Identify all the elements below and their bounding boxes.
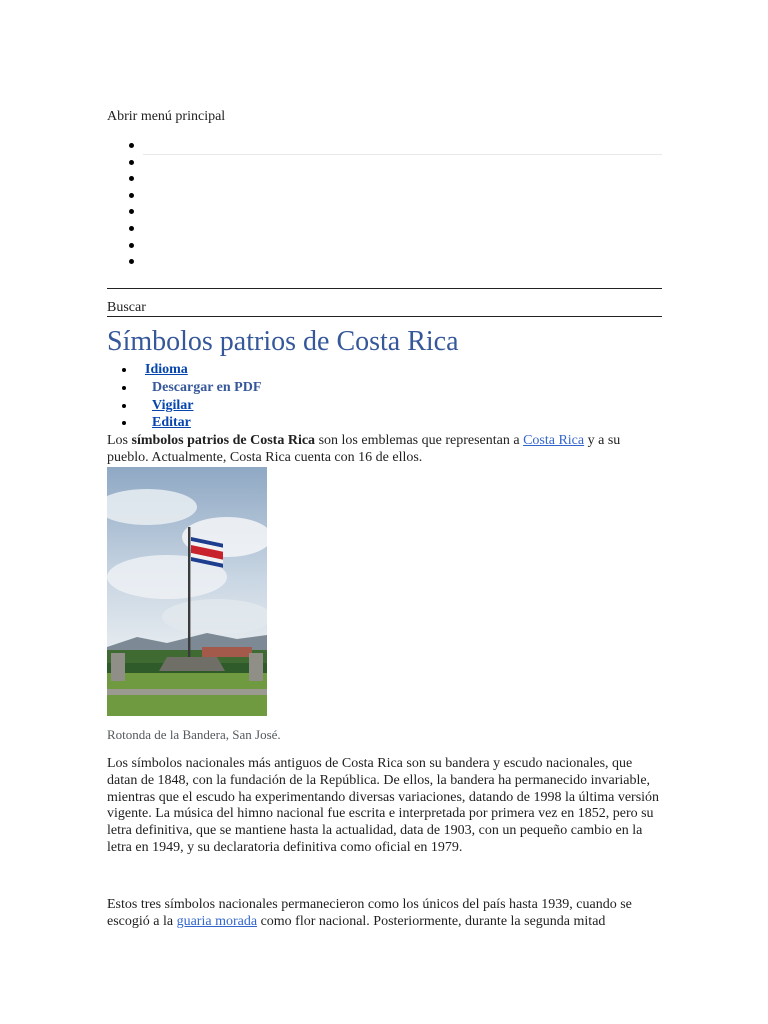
action-language (107, 362, 407, 380)
menu-item[interactable] (107, 238, 662, 255)
page-title: Símbolos patrios de Costa Rica (107, 326, 459, 357)
flag-roundabout-photo[interactable] (107, 467, 267, 716)
body-paragraph: Los símbolos nacionales más antiguos de Costa Rica son su bandera y escudo nacionales, que datan de 1848, con la fundación de la República. De ellos, la bandera ha permanecido invariable, mientras que el escudo ha experimentando diversas variaciones, datando de 1998 la última versión vigente. La música del himno nacional fue escrita e interpretada por primera vez en 1852, pero su letra definitiva, que se mantiene hasta la actualidad, data de 1903, con un pequeño cambio en la letra en 1949, y su declaratoria definitiva como oficial en 1979. (107, 756, 660, 855)
intro-paragraph (107, 433, 662, 467)
guaria-morada-link[interactable]: guaria morada (176, 913, 258, 929)
action-edit (107, 415, 407, 433)
main-menu-list (107, 138, 662, 271)
costa-rica-link[interactable]: Costa Rica (523, 433, 585, 448)
menu-item[interactable] (107, 188, 662, 205)
page-actions (107, 362, 407, 433)
paragraph-text: Estos tres símbolos nacionales permanecieron como los únicos del país hasta 1939, cuando se escogió a la (107, 897, 632, 929)
language-link[interactable]: Idioma (145, 362, 188, 377)
paragraph-text: como flor nacional. Posteriormente, durante la segunda mitad (257, 913, 606, 929)
menu-item[interactable] (107, 221, 662, 238)
menu-item[interactable] (107, 204, 662, 221)
menu-item[interactable] (107, 254, 662, 271)
body-paragraph (107, 897, 662, 931)
action-download (107, 380, 407, 398)
main-menu-toggle[interactable]: Abrir menú principal (107, 109, 226, 124)
search-link[interactable]: Buscar (107, 300, 146, 315)
menu-item[interactable] (107, 155, 662, 172)
watch-link[interactable]: Vigilar (152, 397, 194, 413)
intro-text: son los emblemas que representan a (315, 433, 524, 448)
menu-item[interactable] (107, 171, 662, 188)
menu-item[interactable] (107, 138, 662, 155)
intro-text: y a su pueblo. Actualmente, Costa Rica cuenta con 16 de ellos. (107, 433, 621, 465)
image-caption: Rotonda de la Bandera, San José. (107, 727, 281, 742)
intro-bold-term: símbolos patrios de Costa Rica (131, 433, 316, 448)
action-watch (107, 398, 407, 416)
intro-text: Los (107, 433, 132, 448)
edit-link[interactable]: Editar (152, 415, 191, 431)
search-divider-top (107, 288, 662, 289)
download-pdf-link[interactable]: Descargar en PDF (152, 379, 262, 395)
search-divider-bottom (107, 316, 662, 317)
